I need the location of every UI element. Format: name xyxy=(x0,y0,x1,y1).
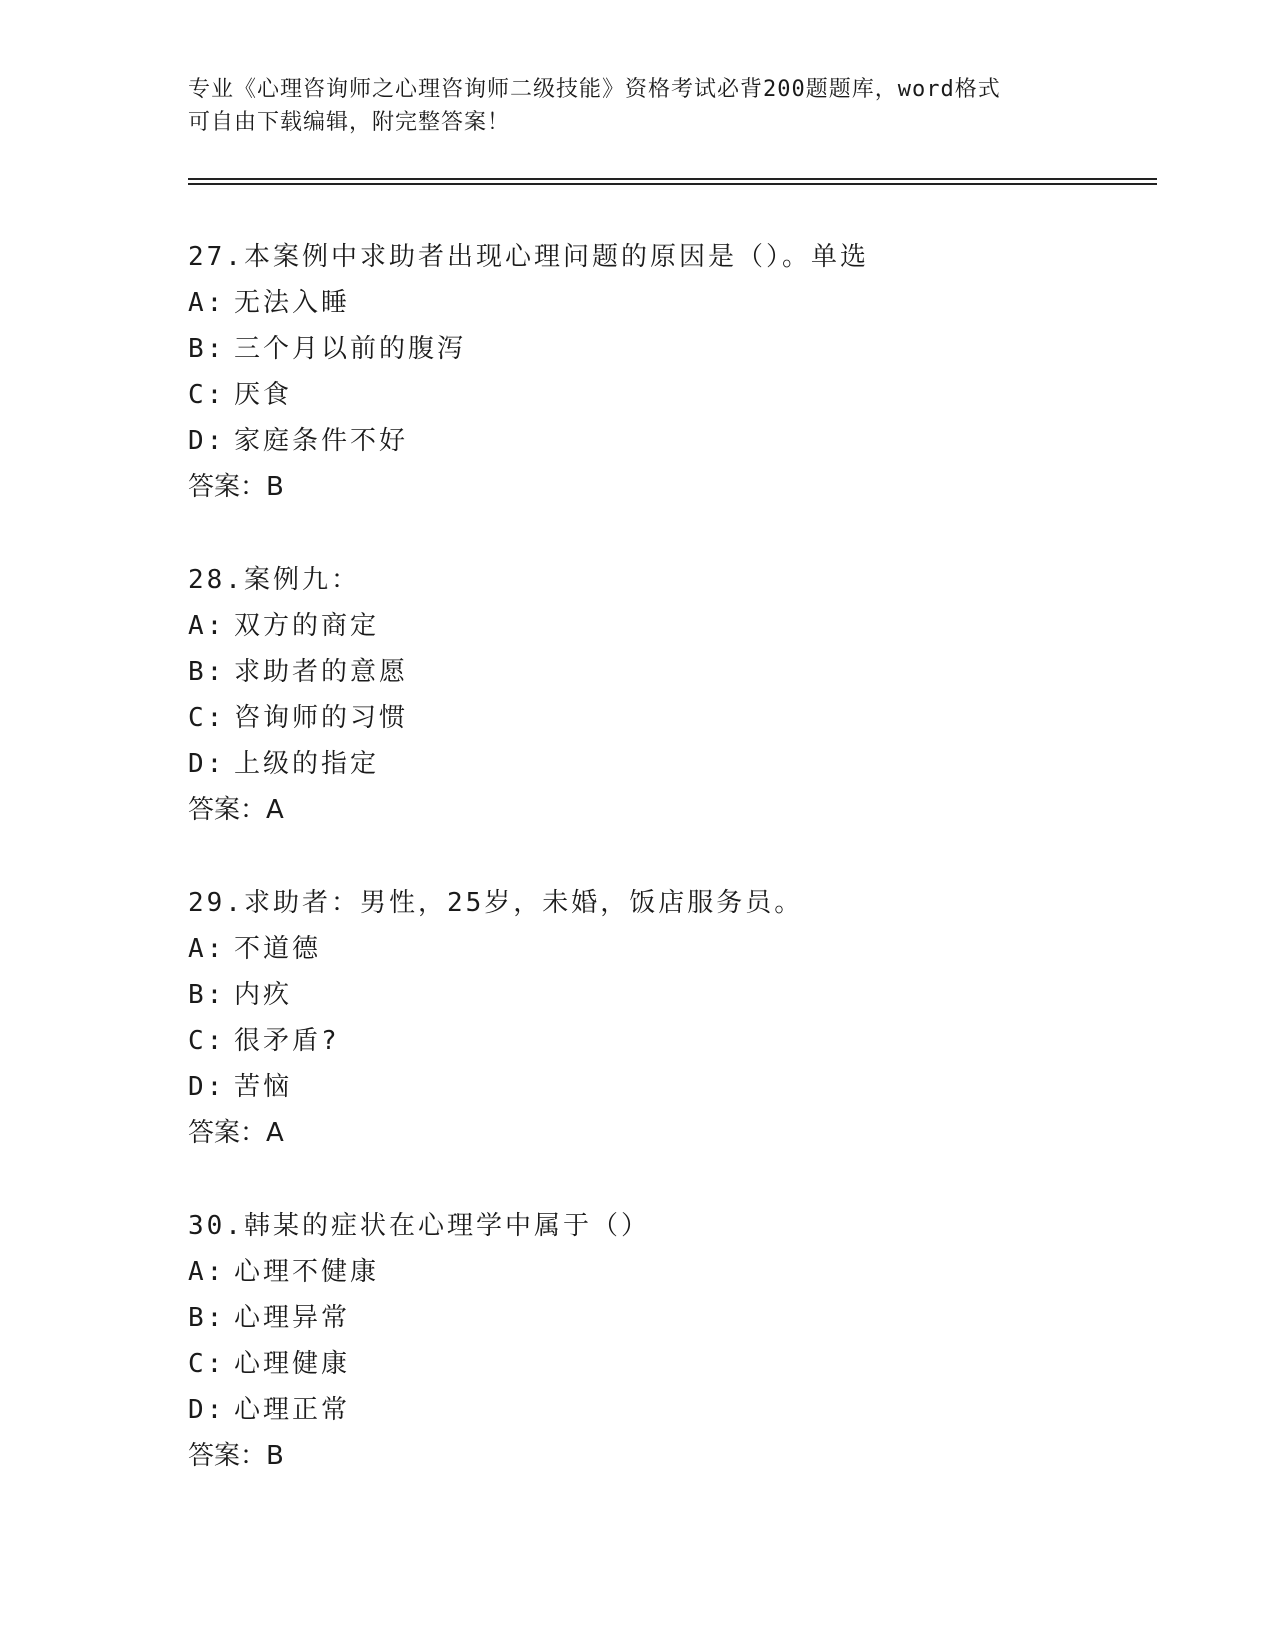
option-text: 心理不健康 xyxy=(234,1257,380,1287)
option-text: 不道德 xyxy=(234,934,322,964)
question-30 xyxy=(188,1203,1148,1479)
answer: 答案：B xyxy=(188,1441,284,1471)
option-key: C: xyxy=(188,703,226,733)
option-text: 心理健康 xyxy=(234,1349,351,1379)
question-list xyxy=(188,234,1148,1526)
option-text: 无法入睡 xyxy=(234,288,351,318)
option-key: D: xyxy=(188,749,226,779)
question-27 xyxy=(188,234,1148,510)
option-a xyxy=(188,603,1148,649)
option-c xyxy=(188,1341,1148,1387)
question-stem: 30.韩某的症状在心理学中属于（） xyxy=(188,1211,650,1241)
option-d xyxy=(188,1064,1148,1110)
option-text: 咨询师的习惯 xyxy=(234,703,409,733)
option-c xyxy=(188,372,1148,418)
option-d xyxy=(188,418,1148,464)
question-28 xyxy=(188,557,1148,833)
option-text: 心理正常 xyxy=(234,1395,351,1425)
option-a xyxy=(188,926,1148,972)
option-key: C: xyxy=(188,1349,226,1379)
option-d xyxy=(188,741,1148,787)
option-key: C: xyxy=(188,1026,226,1056)
question-stem: 28.案例九： xyxy=(188,565,360,595)
option-key: C: xyxy=(188,380,226,410)
option-text: 苦恼 xyxy=(234,1072,293,1102)
option-d xyxy=(188,1387,1148,1433)
option-text: 求助者的意愿 xyxy=(234,657,409,687)
option-b xyxy=(188,326,1148,372)
question-stem: 29.求助者：男性，25岁，未婚，饭店服务员。 xyxy=(188,888,804,918)
option-key: A: xyxy=(188,611,226,641)
option-key: B: xyxy=(188,334,226,364)
option-a xyxy=(188,1249,1148,1295)
question-stem: 27.本案例中求助者出现心理问题的原因是（）。单选 xyxy=(188,242,869,272)
option-c xyxy=(188,695,1148,741)
answer: 答案：B xyxy=(188,472,284,502)
option-text: 内疚 xyxy=(234,980,293,1010)
option-text: 心理异常 xyxy=(234,1303,351,1333)
header-rule-top xyxy=(188,178,1157,180)
option-b xyxy=(188,1295,1148,1341)
option-key: D: xyxy=(188,426,226,456)
document-header xyxy=(188,73,1088,139)
header-line-1: 专业《心理咨询师之心理咨询师二级技能》资格考试必背200题题库，word格式 xyxy=(188,77,1001,102)
option-key: B: xyxy=(188,1303,226,1333)
option-a xyxy=(188,280,1148,326)
option-text: 三个月以前的腹泻 xyxy=(234,334,467,364)
option-text: 厌食 xyxy=(234,380,293,410)
option-key: A: xyxy=(188,288,226,318)
option-key: A: xyxy=(188,934,226,964)
option-key: D: xyxy=(188,1072,226,1102)
option-key: B: xyxy=(188,657,226,687)
answer: 答案：A xyxy=(188,1118,284,1148)
option-text: 家庭条件不好 xyxy=(234,426,409,456)
option-text: 双方的商定 xyxy=(234,611,380,641)
option-c xyxy=(188,1018,1148,1064)
answer: 答案：A xyxy=(188,795,284,825)
header-rule-bottom xyxy=(188,183,1157,185)
option-key: B: xyxy=(188,980,226,1010)
header-line-2: 可自由下载编辑，附完整答案！ xyxy=(188,110,511,135)
option-key: A: xyxy=(188,1257,226,1287)
option-b xyxy=(188,649,1148,695)
option-text: 上级的指定 xyxy=(234,749,380,779)
option-key: D: xyxy=(188,1395,226,1425)
option-b xyxy=(188,972,1148,1018)
option-text: 很矛盾? xyxy=(234,1026,340,1056)
question-29 xyxy=(188,880,1148,1156)
